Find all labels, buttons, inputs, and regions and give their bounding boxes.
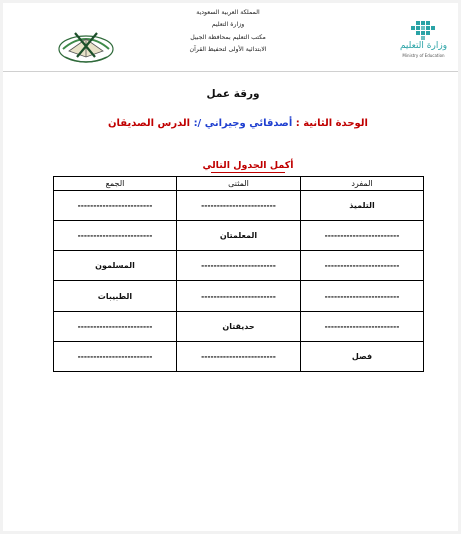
blank-cell: ------------------------ (177, 281, 301, 311)
blank-cell: ------------------------ (54, 221, 177, 251)
table-cell: المعلمتان (177, 221, 301, 251)
blank-cell: ------------------------ (54, 191, 177, 221)
worksheet-page (3, 3, 458, 531)
header-singular: المفرد (301, 177, 424, 191)
ministry-brand-english: Ministry of Education (402, 53, 445, 58)
table-instruction (193, 160, 303, 173)
table-cell: المسلمون (54, 251, 177, 281)
worksheet-title: ورقة عمل (206, 88, 260, 100)
header-line-school: الابتدائية الأولى لتحفيظ القرآن (189, 45, 267, 53)
table-header-row (54, 177, 424, 191)
ministry-brand-text: وزارة التعليم (399, 41, 448, 51)
table-row (54, 281, 424, 311)
blank-cell: ------------------------ (177, 341, 301, 371)
header-plural: الجمع (54, 177, 177, 191)
school-logo (55, 27, 117, 67)
table-row (54, 251, 424, 281)
table-cell: التلميذ (301, 191, 424, 221)
blank-cell: ------------------------ (301, 251, 424, 281)
ministry-logo (396, 19, 451, 59)
ministry-emblem-icon (396, 19, 451, 41)
table-instruction-underline (211, 172, 285, 173)
table-row (54, 311, 424, 341)
blank-cell: ------------------------ (301, 281, 424, 311)
school-header (153, 7, 303, 56)
blank-cell: ------------------------ (177, 191, 301, 221)
table-instruction-text: أكمل الجدول التالي (202, 160, 294, 171)
header-divider (3, 71, 458, 72)
table-cell: الطبيبات (54, 281, 177, 311)
table-cell: فصل (301, 341, 424, 371)
number-forms-table (53, 176, 424, 372)
table-cell: حديقتان (177, 311, 301, 341)
table-row (54, 191, 424, 221)
header-line-country: المملكة العربية السعودية (196, 9, 260, 16)
blank-cell: ------------------------ (301, 221, 424, 251)
blank-cell: ------------------------ (54, 311, 177, 341)
lesson-name: الدرس الصديقان (108, 118, 191, 129)
unit-name: أصدقائي وجيراني (204, 118, 293, 129)
quran-school-logo-icon (55, 27, 117, 67)
blank-cell: ------------------------ (177, 251, 301, 281)
table-row (54, 221, 424, 251)
unit-label: الوحدة الثانية : (295, 118, 368, 129)
header-line-office: مكتب التعليم بمحافظة الجبيل (190, 33, 266, 41)
header-dual: المثنى (177, 177, 301, 191)
unit-separator: /: (193, 118, 202, 129)
unit-heading (103, 118, 373, 129)
blank-cell: ------------------------ (54, 341, 177, 371)
blank-cell: ------------------------ (301, 311, 424, 341)
header-line-ministry: وزارة التعليم (211, 21, 245, 29)
table-row (54, 341, 424, 371)
